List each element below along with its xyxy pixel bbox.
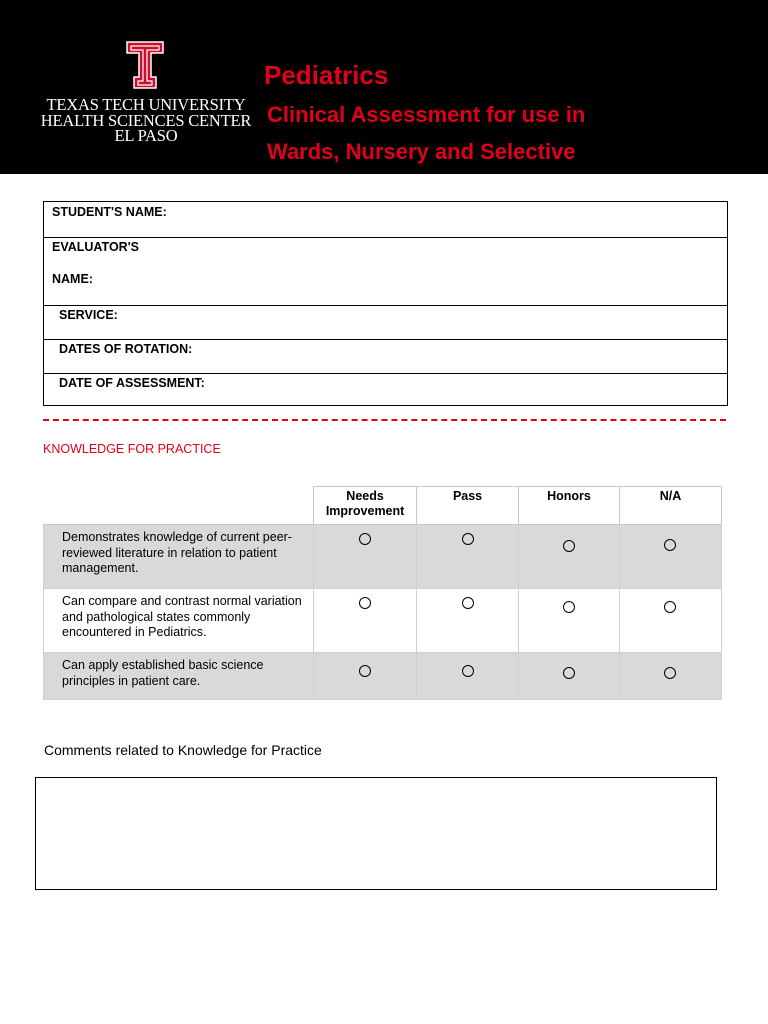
service-label: SERVICE: — [59, 308, 118, 322]
radio-honors[interactable] — [563, 540, 575, 552]
table-row — [44, 589, 722, 653]
rating-cell — [417, 589, 519, 653]
radio-honors[interactable] — [563, 601, 575, 613]
rating-cell — [619, 525, 721, 589]
table-row — [44, 525, 722, 589]
rating-cell — [314, 525, 417, 589]
criterion-text: Can compare and contrast normal variation and pathological states commonly encountered in Pediatrics. — [44, 589, 314, 653]
page-title: Pediatrics — [264, 60, 389, 90]
student-name-label: STUDENT'S NAME: — [52, 205, 167, 219]
rating-cell — [519, 653, 620, 700]
radio-pass[interactable] — [462, 597, 474, 609]
rating-cell — [417, 653, 519, 700]
evaluator-label-line1: EVALUATOR'S — [52, 240, 140, 254]
radio-na[interactable] — [664, 539, 676, 551]
radio-needs-improvement[interactable] — [359, 533, 371, 545]
radio-na[interactable] — [664, 667, 676, 679]
table-row — [44, 653, 722, 700]
radio-pass[interactable] — [462, 665, 474, 677]
dates-of-rotation-label: DATES OF ROTATION: — [59, 342, 193, 356]
comments-label: Comments related to Knowledge for Practice — [44, 742, 322, 758]
column-header-honors: Honors — [519, 487, 620, 525]
rating-cell — [519, 525, 620, 589]
institution-name: TEXAS TECH UNIVERSITY HEALTH SCIENCES CENTER EL PASO — [40, 95, 252, 145]
date-of-assessment-field[interactable] — [44, 374, 727, 406]
rating-cell — [519, 589, 620, 653]
texas-tech-double-t-logo — [126, 41, 164, 89]
rating-cell — [417, 525, 519, 589]
rating-cell — [314, 653, 417, 700]
radio-na[interactable] — [664, 601, 676, 613]
dates-of-rotation-field[interactable] — [44, 340, 727, 374]
student-name-field[interactable] — [44, 202, 727, 238]
rating-cell — [314, 589, 417, 653]
comments-textbox[interactable] — [35, 777, 717, 890]
radio-pass[interactable] — [462, 533, 474, 545]
page-subtitle-line2: Wards, Nursery and Selective — [267, 139, 576, 164]
column-header-pass: Pass — [417, 487, 519, 525]
radio-honors[interactable] — [563, 667, 575, 679]
section-title: KNOWLEDGE FOR PRACTICE — [43, 442, 221, 456]
column-header-na: N/A — [619, 487, 721, 525]
column-header-needs-improvement: Needs Improvement — [314, 487, 417, 525]
radio-needs-improvement[interactable] — [359, 665, 371, 677]
criterion-text: Can apply established basic science principles in patient care. — [44, 653, 314, 700]
dashed-divider — [43, 419, 726, 421]
student-info-form — [43, 201, 728, 406]
criterion-text: Demonstrates knowledge of current peer-reviewed literature in relation to patient management. — [44, 525, 314, 589]
evaluator-name-field[interactable] — [44, 238, 727, 306]
rating-cell — [619, 653, 721, 700]
evaluator-label-line2: NAME: — [52, 272, 93, 286]
radio-needs-improvement[interactable] — [359, 597, 371, 609]
page-subtitle-line1: Clinical Assessment for use in — [267, 102, 586, 127]
assessment-table — [43, 486, 722, 700]
service-field[interactable] — [44, 306, 727, 340]
rating-cell — [619, 589, 721, 653]
date-of-assessment-label: DATE OF ASSESSMENT: — [59, 376, 205, 390]
header-banner — [0, 0, 768, 174]
criteria-header — [44, 487, 314, 525]
